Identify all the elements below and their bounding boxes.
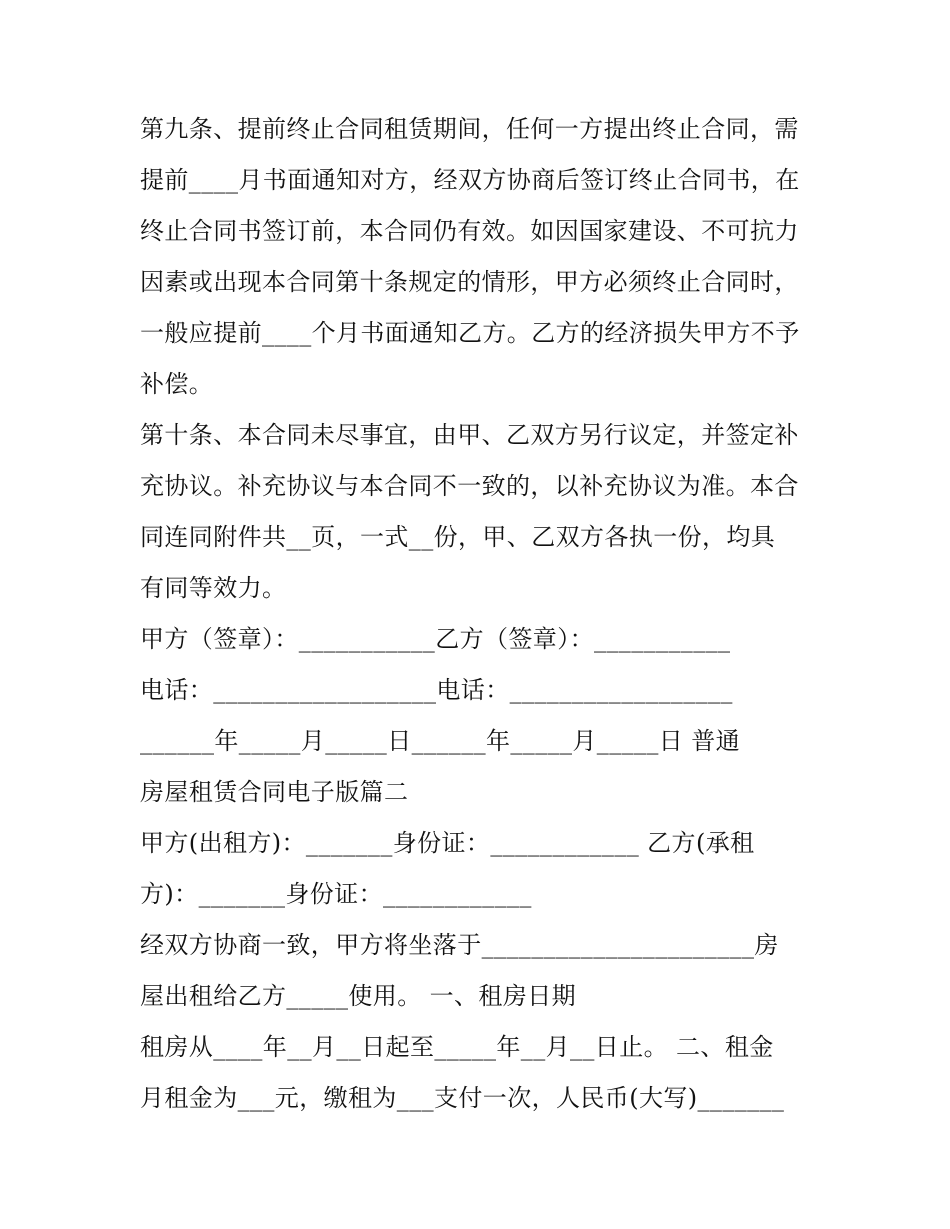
text-line-2: 提前____月书面通知对方，经双方协商后签订终止合同书，在 (140, 166, 800, 194)
text-line-9: 同连同附件共__页，一式__份，甲、乙双方各执一份，均具 (140, 523, 776, 551)
text-line-5: 一般应提前____个月书面通知乙方。乙方的经济损失甲方不予 (140, 319, 800, 347)
date-line: ______年_____月_____日______年_____月_____日 普通 (140, 727, 741, 755)
phone-line: 电话：__________________电话：__________________ (140, 676, 733, 704)
text-line-17: 经双方协商一致，甲方将坐落于______________________房 (140, 931, 779, 959)
text-line-6: 补偿。 (140, 370, 214, 398)
text-line-20: 月租金为___元，缴租为___支付一次，人民币(大写)_______ (140, 1084, 785, 1112)
text-line-8: 充协议。补充协议与本合同不一致的，以补充协议为准。本合 (140, 472, 799, 500)
signature-line: 甲方（签章）：___________乙方（签章）：___________ (140, 625, 731, 653)
text-line-4: 因素或出现本合同第十条规定的情形，甲方必须终止合同时， (140, 268, 799, 296)
text-line-3: 终止合同书签订前，本合同仍有效。如因国家建设、不可抗力 (140, 217, 799, 245)
contract-text (140, 104, 820, 1124)
text-line-19: 租房从____年__月__日起至_____年__月__日止。 二、租金 (140, 1033, 774, 1061)
text-line-1: 第九条、提前终止合同租赁期间，任何一方提出终止合同，需 (140, 115, 799, 143)
party-a-line: 甲方(出租方)：_______身份证：____________ 乙方(承租 (140, 829, 755, 857)
text-line-18: 屋出租给乙方_____使用。 一、租房日期 (140, 982, 577, 1010)
section-title: 房屋租赁合同电子版篇二 (140, 778, 409, 806)
party-b-line: 方)：_______身份证：____________ (140, 880, 532, 908)
text-line-10: 有同等效力。 (140, 574, 287, 602)
text-line-7: 第十条、本合同未尽事宜，由甲、乙双方另行议定，并签定补 (140, 421, 799, 449)
